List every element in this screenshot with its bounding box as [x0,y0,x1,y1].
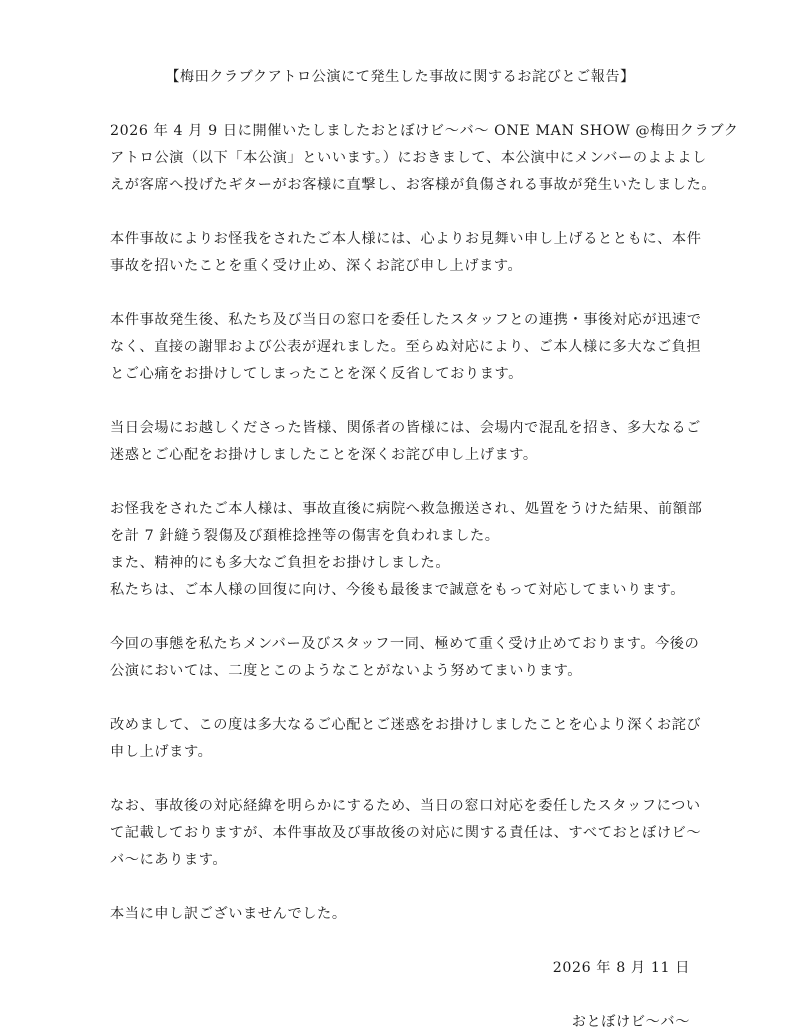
text-line: 改めまして、この度は多大なるご心配とご迷惑をお掛けしましたことを心より深くお詫び [110,717,702,733]
document-date: 2026 年 8 月 11 日 [552,960,690,976]
text-line: お怪我をされたご本人様は、事故直後に病院へ救急搬送され、処置をうけた結果、前額部 [110,501,703,517]
text-line: 迷惑とご心配をお掛けしましたことを深くお詫び申し上げます。 [110,447,538,463]
text-line: 本件事故によりお怪我をされたご本人様には、心よりお見舞い申し上げるとともに、本件 [110,231,702,247]
text-line: 私たちは、ご本人様の回復に向け、今後も最後まで誠意をもって対応してまいります。 [110,582,686,598]
paragraph-audience [110,415,701,469]
paragraph-incident [110,118,739,199]
text-line: 当日会場にお越しくださった皆様、関係者の皆様には、会場内で混乱を招き、多大なるご [110,420,701,436]
text-line: えが客席へ投げたギターがお客様に直撃し、お客様が負傷される事故が発生いたしました。 [110,177,717,193]
text-line: 本件事故発生後、私たち及び当日の窓口を委任したスタッフとの連携・事後対応が迅速で [110,312,702,328]
text-line: なお、事故後の対応経緯を明らかにするため、当日の窓口対応を委任したスタッフについ [110,798,701,814]
text-line: また、精神的にも多大なご負担をお掛けしました。 [110,555,451,571]
paragraph-closing [110,901,690,928]
text-line: バ〜にあります。 [110,852,228,868]
text-line: アトロ公演（以下「本公演」といいます。）におきまして、本公演中にメンバーのよよよし [110,150,707,166]
document-signature: おとぼけビ〜バ〜 [571,1014,690,1030]
paragraph-commitment [110,631,700,685]
document-title: 【梅田クラブクアトロ公演にて発生した事故に関するお詫びとご報告】 [165,69,635,85]
paragraph-response [110,307,702,388]
text-line: て記載しておりますが、本件事故及び事故後の対応に関する責任は、すべておとぼけビ〜 [110,825,702,841]
text-line: 公演においては、二度とこのようなことがないよう努めてまいります。 [110,663,583,679]
paragraph-apology [110,712,702,766]
paragraph-injury [110,496,703,604]
text-line: 2026 年 4 月 9 日に開催いたしましたおとぼけビ〜バ〜 ONE MAN SHOW @梅田クラブク [110,123,739,139]
text-line: とご心痛をお掛けしてしまったことを深く反省しております。 [110,366,523,382]
text-line: なく、直接の謝罪および公表が遅れました。至らぬ対応により、ご本人様に多大なご負担 [110,339,702,355]
text-line: 今回の事態を私たちメンバー及びスタッフ一同、極めて重く受け止めております。今後の [110,636,700,652]
text-line: 事故を招いたことを重く受け止め、深くお詫び申し上げます。 [110,258,523,274]
text-line: を計 7 針縫う裂傷及び頚椎捻挫等の傷害を負われました。 [110,528,500,544]
text-line: 申し上げます。 [110,744,213,760]
paragraph-sympathy [110,226,702,280]
paragraph-responsibility [110,793,702,874]
text-line: 本当に申し訳ございませんでした。 [110,906,347,922]
